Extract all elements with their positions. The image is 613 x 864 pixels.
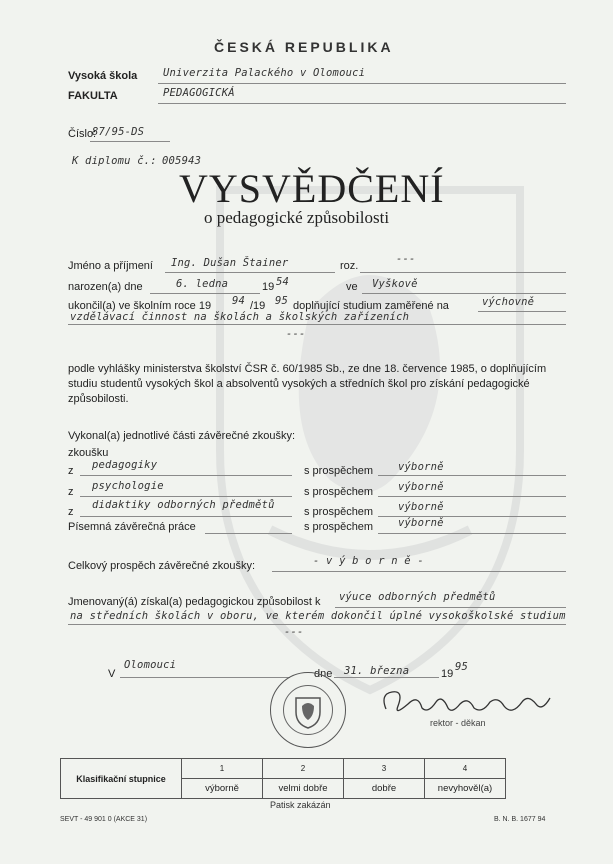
grade-label-4: nevyhověl(a) [425, 779, 506, 799]
overall-line [272, 571, 566, 572]
faculty-value: PEDAGOGICKÁ [163, 87, 235, 99]
grade-label-2: velmi dobře [263, 779, 344, 799]
grade-number-2: 2 [263, 759, 344, 779]
cislo-label: Číslo: [68, 128, 97, 140]
law-paragraph: podle vyhlášky ministerstva školství ČSR č. 60/1985 Sb., ze dne 18. července 1985, o doplňujícím studiu studentů vysokých škol a absolventů vysokých a středních škol pro získání pedagogické způsobilosti. [68, 363, 547, 405]
place-value: Vyškově [372, 278, 418, 290]
document-subtitle: o pedagogické způsobilosti [204, 208, 390, 227]
born-year-value: 54 [276, 276, 290, 288]
date-value: 31. března [344, 665, 410, 677]
grading-table [60, 758, 506, 799]
born-label: narozen(a) dne [68, 281, 143, 293]
focus2-value: vzdělávací činnost na školách a školských zařízeních [70, 311, 410, 323]
place-city-value: Olomouci [124, 659, 177, 671]
year1-value: 94 [232, 295, 246, 307]
born-date-line [150, 293, 260, 294]
stamp-emblem-icon [284, 686, 332, 734]
faculty-line [158, 103, 566, 104]
zkousku-label: zkoušku [68, 447, 109, 459]
ve-label: ve [346, 281, 358, 293]
document-title: VYSVĚDČENÍ [179, 166, 445, 211]
born-date-value: 6. ledna [176, 278, 229, 290]
faculty-label: FAKULTA [68, 90, 118, 102]
overall-label: Celkový prospěch závěrečné zkoušky: [68, 560, 256, 572]
roz-value: --- [396, 253, 416, 265]
exam-row-2-subject: psychologie [92, 480, 164, 492]
country-header: ČESKÁ REPUBLIKA [214, 39, 394, 55]
exam-row-1-subject: pedagogiky [92, 459, 158, 471]
exam-row-1-line [80, 475, 292, 476]
pisemna-label: Písemná závěrečná práce [68, 521, 196, 533]
exams-intro: Vykonal(a) jednotlivé části závěrečné zkoušky: [68, 430, 296, 442]
diplom-value: 005943 [162, 155, 202, 167]
place-city-line [120, 677, 290, 678]
pisemna-grade-line [378, 533, 566, 534]
exam-row-2-grade-line [378, 496, 566, 497]
focus2-line [68, 324, 566, 325]
exam-row-3-z: z [68, 506, 74, 518]
date-year-value: 95 [455, 661, 469, 673]
exam-row-2-line [80, 496, 292, 497]
exam-row-1-prospech: s prospěchem [304, 465, 374, 477]
focus1-value: výchovně [482, 296, 535, 308]
footer-right: B. N. B. 1677 94 [494, 816, 546, 823]
school-value: Univerzita Palackého v Olomouci [163, 67, 366, 79]
pisemna-grade: výborně [398, 517, 444, 529]
signature-role: rektor - děkan [430, 718, 486, 728]
name-label: Jméno a příjmení [68, 260, 153, 272]
official-stamp [270, 672, 346, 748]
born-year-prefix: 19 [262, 281, 275, 293]
pisemna-prospech: s prospěchem [304, 521, 374, 533]
pisemna-line [205, 533, 292, 534]
roz-label: roz. [340, 260, 359, 272]
cislo-line [90, 141, 170, 142]
stamp-emblem [283, 685, 333, 735]
grade-number-1: 1 [182, 759, 263, 779]
qualification-dashes: --- [284, 626, 304, 638]
qualification-label: Jmenovaný(á) získal(a) pedagogickou způsobilost k [68, 596, 321, 608]
exam-row-3-subject: didaktiky odborných předmětů [92, 499, 275, 511]
qualification-value-2: na středních školách v oboru, ve kterém dokončil úplné vysokoškolské studium [70, 610, 566, 622]
place-v-label: V [108, 668, 116, 680]
school-line [158, 83, 566, 84]
grade-number-4: 4 [425, 759, 506, 779]
grading-table-head: Klasifikační stupnice [61, 759, 182, 799]
qualification-value-1: výuce odborných předmětů [339, 591, 496, 603]
roz-line [360, 272, 566, 273]
exam-row-1-grade-line [378, 475, 566, 476]
exam-row-3-line [80, 516, 292, 517]
doplnujici-label: doplňující studium zaměřené na [293, 300, 449, 312]
exam-row-2-prospech: s prospěchem [304, 486, 374, 498]
overall-value: - v ý b o r n ě - [313, 555, 424, 567]
qualification-line-1 [335, 607, 566, 608]
qualification-line-2 [68, 624, 566, 625]
study-dashes: --- [286, 328, 306, 340]
exam-row-1-z: z [68, 465, 74, 477]
patisk-text: Patisk zakázán [270, 800, 331, 810]
school-label: Vysoká škola [68, 70, 138, 82]
grade-number-3: 3 [344, 759, 425, 779]
exam-row-2-z: z [68, 486, 74, 498]
footer-left: SEVT - 49 901 0 (AKCE 31) [60, 816, 148, 823]
exam-row-2-grade: výborně [398, 481, 444, 493]
name-value: Ing. Dušan Štainer [171, 257, 289, 269]
exam-row-3-prospech: s prospěchem [304, 506, 374, 518]
year-slash: /19 [250, 300, 266, 312]
grade-label-3: dobře [344, 779, 425, 799]
diplom-label: K diplomu č.: [72, 155, 157, 167]
exam-row-1-grade: výborně [398, 461, 444, 473]
place-line [362, 293, 566, 294]
date-year-prefix: 19 [441, 668, 454, 680]
grade-label-1: výborně [182, 779, 263, 799]
year2-value: 95 [275, 295, 289, 307]
cislo-value: 87/95-DS [92, 126, 145, 138]
focus1-line [478, 311, 566, 312]
name-line [165, 272, 335, 273]
date-line [334, 677, 439, 678]
exam-row-3-grade: výborně [398, 501, 444, 513]
ended-label: ukončil(a) ve školním roce 19 [68, 300, 212, 312]
date-dne-label: dne [314, 668, 333, 680]
